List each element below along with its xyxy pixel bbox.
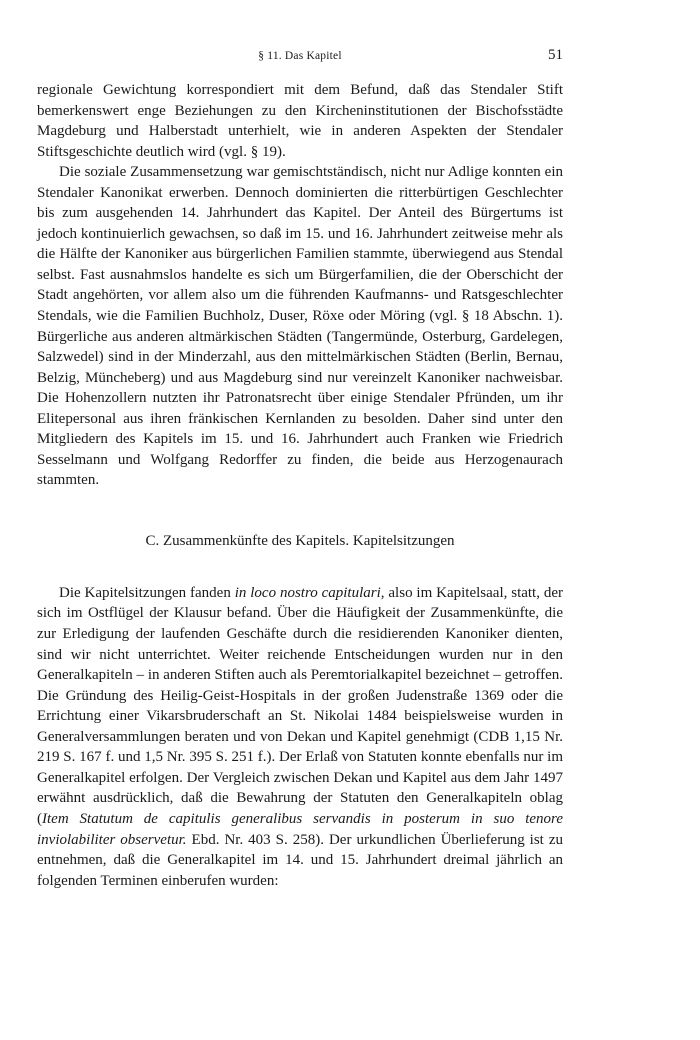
italic-quote: Item Statutum de capitulis generalibus servandis in posterum in suo tenore inviolabiliter observetur. [37,810,563,848]
running-head [37,44,563,66]
paragraph: Die soziale Zusammensetzung war gemischtständisch, nicht nur Adlige konnten ein Stendaler Kanonikat erwerben. Dennoch dominierten die ritterbürtigen Geschlechter bis zum ausgehenden 14. Jahrhundert das Kapitel. Der Anteil des Bürgertums ist jedoch kontinuierlich gewachsen, so daß im 15. und 16. Jahrhundert zeitweise mehr als die Hälfte der Kanoniker aus bürgerlichen Familien stammte, überwiegend aus Stendal selbst. Fast ausnahmslos handelte es sich um Bürgerfamilien, die der Oberschicht der Stadt angehörten, vor allem also um die führenden Kaufmanns- und Ratsgeschlechter Stendals, wie die Familien Buchholz, Duser, Röxe oder Möring (vgl. § 18 Abschn. 1). Bürgerliche aus anderen altmärkischen Städten (Tangermünde, Osterburg, Gardelegen, Salzwedel) sind in der Minderzahl, aus den mittelmärkischen Städten (Berlin, Bernau, Belzig, Müncheberg) und aus Magdeburg sind nur vereinzelt Kanoniker nachweisbar. Die Hohenzollern nutzten ihr Patronatsrecht über einige Stendaler Pfründen, um ihr Elitepersonal aus ihren fränkischen Kernlanden zu besolden. Daher sind unter den Mitgliedern des Kapitels im 15. und 16. Jahrhundert auch Franken wie Friedrich Sesselmann und Wolfgang Redorffer zu finden, die beide aus Herzogenaurach stammten. [37,164,563,489]
book-page [37,44,563,891]
italic-quote: in loco nostro capitulari [234,584,381,601]
section-heading: C. Zusammenkünfte des Kapitels. Kapitelsitzungen [145,532,455,549]
text-run: , also im Kapitelsaal, statt, der sich im Ostflügel der Klausur befand. Über die Häufigkeit der Zusammenkünfte, die zur Erledigung der laufenden Geschäfte durch die residierenden Kanoniker dienten, sind wir nicht unterrichtet. Weiter reichende Entscheidungen wurden nur in den Generalkapiteln – in anderen Stiften auch als Peremtorialkapitel bezeichnet – getroffen. Die Gründung des Heilig-Geist-Hospitals in der großen Judenstraße 1369 oder die Errichtung einer Vikarsbruderschaft an St. Nikolai 1484 beispielsweise wurden in Generalversammlungen beraten und von Dekan und Kapitel genehmigt (CDB 1,15 Nr. 219 S. 167 f. und 1,5 Nr. 395 S. 251 f.). Der Erlaß von Statuten konnte ebenfalls nur im Generalkapitel erfolgen. Der Vergleich zwischen Dekan und Kapitel aus dem Jahr 1497 erwähnt ausdrücklich, daß die Bewahrung der Statuten den Generalkapiteln oblag ( [37,584,563,827]
body-text [37,80,563,891]
text-run: Die Kapitelsitzungen fanden [59,584,235,601]
paragraph: regionale Gewichtung korrespondiert mit dem Befund, daß das Stendaler Stift bemerkenswert enge Beziehungen zu den Kircheninstitutionen der Bischofsstädte Magdeburg und Halberstadt unterhielt, wie in anderen Aspekten der Stendaler Stiftsgeschichte deutlich wird (vgl. § 19). [37,82,563,160]
running-head-title: § 11. Das Kapitel [258,50,342,62]
section-paragraph [37,583,563,891]
page-number: 51 [548,47,563,63]
text-run: Ebd. Nr. 403 S. 258). Der urkundlichen Überlieferung ist zu entnehmen, daß die Generalkapitel im 14. und 15. Jahrhundert dreimal jährlich an folgenden Terminen einberufen wurden: [37,831,563,889]
